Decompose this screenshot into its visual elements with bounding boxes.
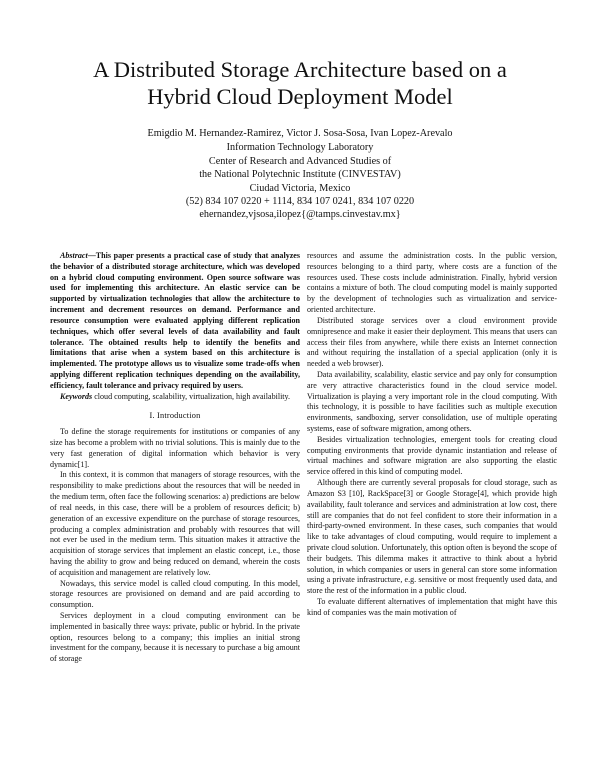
author-city: Ciudad Victoria, Mexico <box>249 182 351 194</box>
right-column <box>307 251 557 619</box>
author-block <box>60 127 540 222</box>
section-heading-introduction: I. Introduction <box>149 411 201 421</box>
author-email: ehernandez,vjsosa,ilopez{@tamps.cinvestav.mx} <box>199 209 401 221</box>
paragraph: Besides virtualization technologies, emergent tools for creating cloud computing environments that provide dynamic instantiation and release of virtual machines and software migration are also supporting the elastic service offered in this kind of computing model. <box>307 434 557 477</box>
title-line-1: A Distributed Storage Architecture based on a <box>93 57 507 82</box>
keywords <box>50 392 300 403</box>
paragraph: To define the storage requirements for institutions or companies of any size has become a problem with no trivial solutions. This is mainly due to the very fast generation of digital information which behavior is very dynamic[1]. <box>50 427 300 469</box>
abstract-text: —This paper presents a practical case of study that analyzes the behavior of a distributed storage architecture, which was developed on a hybrid cloud computing environment. Open source software was used for implementing this architecture. An elastic service can be supported by virtualization technologies that allow the architecture to increment and decrement resources on demand. Performance and resource consumption were evaluated applying different replication techniques, which offer several levels of data availability and fault tolerance. The obtained results help to identify the benefits and limitations that arise when a system based on this architecture is implemented. The prototype allows us to visualize some trade-offs when applying different replication techniques depending on the availability, efficiency, fault tolerance and privacy required by users. <box>50 251 300 390</box>
keywords-label: Keywords <box>60 391 93 401</box>
author-phone: (52) 834 107 0220 + 1114, 834 107 0241, 834 107 0220 <box>185 196 415 208</box>
paragraph: resources and assume the administration costs. In the public version, resources belonging to a third party, where costs are a function of the resources used. These costs include administration. Finally, hybrid version contains a mixture of both. The cloud computing model is mainly supported by the development of technologies such as virtualization and service-oriented architecture. <box>307 251 557 315</box>
abstract <box>50 251 300 392</box>
paragraph: In this context, it is common that managers of storage resources, with the responsibility to make predictions about the resources that will be needed in the medium term, often face the following scenarios: a) predictions are below of real needs, in this case, there will be a problem of resources deficit; b) generation of an excessive expenditure on the purchase of storage resources, producing a complex administration and probably with resources that will not ever be used in the medium term. This situation makes it attractive the acquisition of storage services that implement an elastic concept, i.e., those having the ability to grow and being reduced on demand, wherein the costs of acquisition and management are relatively low. <box>50 470 300 577</box>
keywords-text: cloud computing, scalability, virtualization, high availability. <box>92 391 291 401</box>
paragraph: To evaluate different alternatives of implementation that might have this kind of companies was the main motivation of <box>307 597 557 617</box>
author-institute: the National Polytechnic Institute (CINVESTAV) <box>199 169 401 181</box>
paragraph: Data availability, scalability, elastic service and pay only for consumption are very attractive characteristics found in the cloud service model. Virtualization is playing a very important role in the cloud computing. With this technology, it is possible to have facilities such as multiple execution environments, sandboxing, server consolidation, use of multiple operating systems, ease of software migration, among others. <box>307 369 557 433</box>
abstract-label: Abstract <box>60 251 88 260</box>
title-line-2: Hybrid Cloud Deployment Model <box>147 84 453 109</box>
left-column <box>50 251 300 665</box>
paragraph: Distributed storage services over a cloud environment provide omnipresence and make it easier their deployment. This means that users can access their files from anywhere, while there exists an Internet connection and without requiring the installation of a special application (only it is needed a web browser). <box>307 315 557 369</box>
paragraph: Services deployment in a cloud computing environment can be implemented in basically three ways: private, public or hybrid. In the private option, resources belong to a company; this implies an initial strong investment for the company, because it is necessary to purchase a big amount of storage <box>50 611 300 664</box>
paragraph: Although there are currently several proposals for cloud storage, such as Amazon S3 [10], RackSpace[3] or Google Storage[4], which provide high availability, fault tolerance and services and administration at low cost, there still are companies that do not feel confident to store their information in a third-party-owned environment. In these cases, such companies that would like to take advantages of cloud computing, would require to implement a private cloud solution. Unfortunately, this option often is beyond the scope of their budgets. This dilemma makes it attractive to think about a hybrid solution, in which companies or users in general can store some information using a private infrastructure, e.g. sensitive or most frequently used data, and store the rest of the information in a public cloud. <box>307 478 557 596</box>
paper-title <box>40 56 560 110</box>
author-lab: Information Technology Laboratory <box>226 142 374 154</box>
paragraph: Nowadays, this service model is called cloud computing. In this model, storage resources are provisioned on demand and are paid according to consumption. <box>50 578 300 610</box>
author-names: Emigdio M. Hernandez-Ramirez, Victor J. Sosa-Sosa, Ivan Lopez-Arevalo <box>147 128 453 139</box>
author-center: Center of Research and Advanced Studies of <box>208 155 392 167</box>
